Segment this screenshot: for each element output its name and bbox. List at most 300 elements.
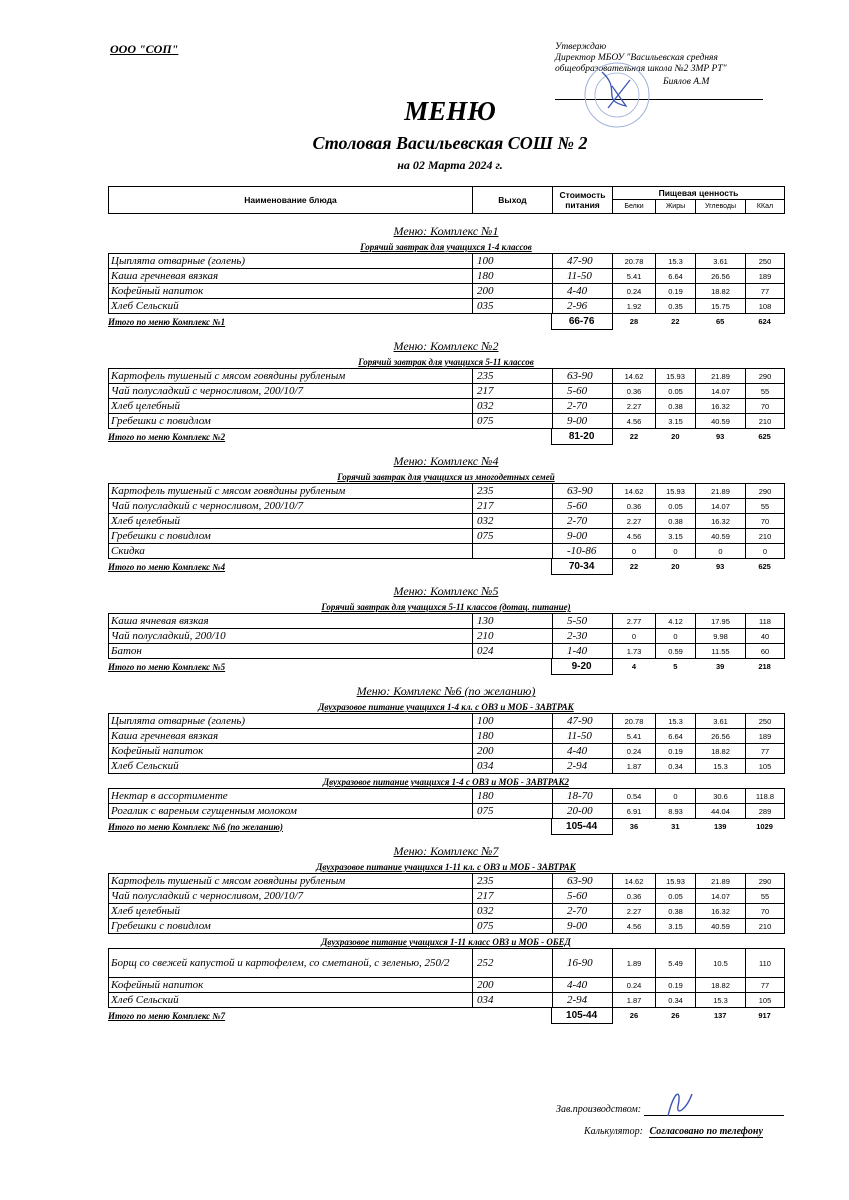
column-proteins-header: Белки — [613, 200, 656, 214]
dish-name: Хлеб целебный — [109, 399, 473, 414]
dish-proteins: 20.78 — [613, 254, 656, 269]
dish-carbs: 3.61 — [696, 714, 746, 729]
dish-carbs: 16.32 — [696, 514, 746, 529]
dish-kcal: 108 — [746, 299, 785, 314]
dish-proteins: 2.27 — [613, 399, 656, 414]
director-name: Биялов А.М — [663, 77, 710, 87]
dish-fats: 8.93 — [656, 804, 696, 819]
meal-subtitle: Горячий завтрак для учащихся 5-11 классов — [358, 357, 534, 367]
dish-table — [108, 613, 785, 659]
dish-kcal: 290 — [746, 484, 785, 499]
dish-kcal: 210 — [746, 529, 785, 544]
total-label: Итого по меню Комплекс №7 — [108, 1010, 226, 1021]
dish-price: 4-40 — [553, 744, 613, 759]
column-name-header: Наименование блюда — [109, 187, 473, 214]
total-price: 81-20 — [551, 428, 613, 445]
dish-kcal: 290 — [746, 369, 785, 384]
table-row — [109, 369, 785, 384]
dish-name: Кофейный напиток — [109, 978, 473, 993]
dish-name: Хлеб Сельский — [109, 299, 473, 314]
dish-price: 5-50 — [553, 614, 613, 629]
dish-carbs: 16.32 — [696, 399, 746, 414]
dish-carbs: 16.32 — [696, 904, 746, 919]
dish-proteins: 4.56 — [613, 414, 656, 429]
table-row — [109, 629, 785, 644]
dish-output: 024 — [473, 644, 553, 659]
section-total — [108, 429, 784, 444]
table-row — [109, 993, 785, 1008]
total-price: 105-44 — [551, 818, 613, 835]
dish-price: 2-94 — [553, 759, 613, 774]
dish-name: Гребешки с повидлом — [109, 414, 473, 429]
dish-carbs: 14.07 — [696, 499, 746, 514]
dish-kcal: 55 — [746, 889, 785, 904]
dish-name: Гребешки с повидлом — [109, 529, 473, 544]
dish-fats: 0.34 — [656, 759, 696, 774]
dish-fats: 0.35 — [656, 299, 696, 314]
dish-proteins: 14.62 — [613, 484, 656, 499]
table-header — [108, 186, 785, 214]
dish-price: 2-70 — [553, 514, 613, 529]
dish-price: 63-90 — [553, 874, 613, 889]
total-proteins: 26 — [629, 1011, 639, 1020]
dish-output: 200 — [473, 978, 553, 993]
calculator-label: Калькулятор: — [584, 1126, 643, 1137]
total-carbs: 65 — [716, 317, 725, 326]
meal-subtitle: Двухразовое питание учащихся 1-4 с ОВЗ и МОБ - ЗАВТРАК2 — [322, 777, 570, 787]
dish-table — [108, 368, 785, 429]
dish-price: 5-60 — [553, 889, 613, 904]
dish-name: Чай полусладкий с черносливом, 200/10/7 — [109, 384, 473, 399]
dish-carbs: 40.59 — [696, 529, 746, 544]
approval-line: Утверждаю — [555, 42, 607, 52]
dish-proteins: 4.56 — [613, 529, 656, 544]
dish-table — [108, 253, 785, 314]
dish-proteins: 1.73 — [613, 644, 656, 659]
dish-fats: 6.64 — [656, 269, 696, 284]
dish-price: 5-60 — [553, 384, 613, 399]
table-row — [109, 804, 785, 819]
canteen-title: Столовая Васильевская СОШ № 2 — [312, 133, 588, 153]
dish-kcal: 105 — [746, 993, 785, 1008]
dish-kcal: 210 — [746, 919, 785, 934]
dish-name: Кофейный напиток — [109, 284, 473, 299]
dish-carbs: 14.07 — [696, 384, 746, 399]
dish-kcal: 105 — [746, 759, 785, 774]
dish-kcal: 40 — [746, 629, 785, 644]
dish-fats: 0.19 — [656, 284, 696, 299]
table-row — [109, 978, 785, 993]
dish-name: Каша гречневая вязкая — [109, 269, 473, 284]
dish-kcal: 118.8 — [746, 789, 785, 804]
dish-name: Гребешки с повидлом — [109, 919, 473, 934]
dish-fats: 15.3 — [656, 714, 696, 729]
dish-price: 2-96 — [553, 299, 613, 314]
dish-carbs: 30.6 — [696, 789, 746, 804]
dish-kcal: 77 — [746, 978, 785, 993]
table-row — [109, 484, 785, 499]
dish-output: 200 — [473, 284, 553, 299]
dish-price: 16-90 — [553, 949, 613, 978]
dish-proteins: 1.92 — [613, 299, 656, 314]
dish-price: 47-90 — [553, 254, 613, 269]
table-row — [109, 544, 785, 559]
dish-proteins: 14.62 — [613, 874, 656, 889]
dish-proteins: 0.36 — [613, 384, 656, 399]
meal-subtitle: Горячий завтрак для учащихся 1-4 классов — [360, 242, 532, 252]
dish-proteins: 14.62 — [613, 369, 656, 384]
table-row — [109, 919, 785, 934]
menu-title: МЕНЮ — [404, 96, 496, 126]
section-total — [108, 314, 784, 329]
dish-carbs: 15.75 — [696, 299, 746, 314]
dish-carbs: 14.07 — [696, 889, 746, 904]
dish-proteins: 0.36 — [613, 889, 656, 904]
table-row — [109, 614, 785, 629]
total-carbs: 137 — [713, 1011, 727, 1020]
dish-price: 2-94 — [553, 993, 613, 1008]
dish-proteins: 0.24 — [613, 284, 656, 299]
table-row — [109, 514, 785, 529]
dish-kcal: 250 — [746, 254, 785, 269]
table-row — [109, 414, 785, 429]
table-row — [109, 789, 785, 804]
menu-sections — [108, 224, 784, 1023]
dish-carbs: 11.55 — [696, 644, 746, 659]
dish-proteins: 20.78 — [613, 714, 656, 729]
dish-proteins: 5.41 — [613, 729, 656, 744]
dish-proteins: 1.89 — [613, 949, 656, 978]
dish-output: 100 — [473, 254, 553, 269]
dish-fats: 0.34 — [656, 993, 696, 1008]
table-row — [109, 529, 785, 544]
dish-kcal: 290 — [746, 874, 785, 889]
dish-carbs: 18.82 — [696, 978, 746, 993]
dish-output: 217 — [473, 889, 553, 904]
signature-icon — [662, 1086, 696, 1122]
dish-carbs: 40.59 — [696, 919, 746, 934]
dish-proteins: 6.91 — [613, 804, 656, 819]
dish-output: 032 — [473, 904, 553, 919]
dish-fats: 0.59 — [656, 644, 696, 659]
dish-fats: 6.64 — [656, 729, 696, 744]
dish-price: 9-00 — [553, 919, 613, 934]
dish-price: 4-40 — [553, 284, 613, 299]
total-price: 9-20 — [551, 658, 613, 675]
dish-proteins: 5.41 — [613, 269, 656, 284]
total-kcal: 624 — [758, 317, 771, 326]
dish-carbs: 15.3 — [696, 759, 746, 774]
dish-kcal: 60 — [746, 644, 785, 659]
total-proteins: 28 — [629, 317, 639, 326]
dish-proteins: 2.27 — [613, 904, 656, 919]
dish-name: Картофель тушеный с мясом говядины рубленым — [109, 874, 473, 889]
dish-table — [108, 483, 785, 559]
dish-kcal: 77 — [746, 284, 785, 299]
meal-subtitle: Горячий завтрак для учащихся из многодетных семей — [337, 472, 555, 482]
dish-output: 217 — [473, 499, 553, 514]
dish-price: 9-00 — [553, 414, 613, 429]
column-output-header: Выход — [473, 187, 553, 214]
total-proteins: 36 — [629, 822, 639, 831]
dish-name: Борщ со свежей капустой и картофелем, со сметаной, с зеленью, 250/2 — [109, 949, 473, 978]
total-fats: 26 — [671, 1011, 680, 1020]
meal-subtitle: Горячий завтрак для учащихся 5-11 классов (дотац. питание) — [321, 602, 571, 612]
column-carbs-header: Углеводы — [696, 200, 746, 214]
menu-sheet — [108, 186, 784, 1023]
table-row — [109, 904, 785, 919]
dish-fats: 0.38 — [656, 514, 696, 529]
dish-carbs: 9.98 — [696, 629, 746, 644]
section-title: Меню: Комплекс №6 (по желанию) — [356, 684, 536, 698]
calculator-signature — [584, 1126, 763, 1138]
dish-name: Чай полусладкий, 200/10 — [109, 629, 473, 644]
dish-fats: 0 — [656, 789, 696, 804]
dish-carbs: 10.5 — [696, 949, 746, 978]
dish-fats: 0.05 — [656, 889, 696, 904]
total-carbs: 93 — [716, 562, 725, 571]
dish-carbs: 18.82 — [696, 284, 746, 299]
section-total — [108, 819, 784, 834]
dish-kcal: 189 — [746, 269, 785, 284]
dish-carbs: 21.89 — [696, 484, 746, 499]
table-row — [109, 399, 785, 414]
dish-output: 035 — [473, 299, 553, 314]
table-row — [109, 744, 785, 759]
dish-name: Цыплята отварные (голень) — [109, 254, 473, 269]
dish-price: 9-00 — [553, 529, 613, 544]
table-row — [109, 889, 785, 904]
dish-carbs: 21.89 — [696, 369, 746, 384]
organization-name: ООО "СОП" — [110, 42, 179, 56]
total-fats: 20 — [671, 432, 680, 441]
dish-output: 180 — [473, 269, 553, 284]
dish-price: 5-60 — [553, 499, 613, 514]
dish-kcal: 70 — [746, 904, 785, 919]
section-title: Меню: Комплекс №2 — [393, 339, 499, 353]
dish-proteins: 2.27 — [613, 514, 656, 529]
dish-kcal: 118 — [746, 614, 785, 629]
dish-output: 075 — [473, 804, 553, 819]
dish-table — [108, 948, 785, 1008]
dish-output — [473, 544, 553, 559]
dish-output: 075 — [473, 414, 553, 429]
dish-output: 034 — [473, 993, 553, 1008]
dish-proteins: 0.24 — [613, 744, 656, 759]
dish-carbs: 15.3 — [696, 993, 746, 1008]
total-proteins: 22 — [629, 432, 639, 441]
dish-kcal: 250 — [746, 714, 785, 729]
dish-name: Скидка — [109, 544, 473, 559]
dish-output: 100 — [473, 714, 553, 729]
dish-fats: 0.19 — [656, 978, 696, 993]
dish-name: Батон — [109, 644, 473, 659]
dish-fats: 3.15 — [656, 529, 696, 544]
dish-proteins: 0.24 — [613, 978, 656, 993]
dish-price: 20-00 — [553, 804, 613, 819]
section-total — [108, 1008, 784, 1023]
dish-fats: 5.49 — [656, 949, 696, 978]
dish-fats: 0.05 — [656, 384, 696, 399]
dish-fats: 0 — [656, 544, 696, 559]
approval-line: общеобразовательная школа №2 ЗМР РТ" — [555, 64, 727, 74]
dish-name: Хлеб Сельский — [109, 993, 473, 1008]
dish-price: 2-30 — [553, 629, 613, 644]
dish-fats: 0.38 — [656, 399, 696, 414]
section-title: Меню: Комплекс №5 — [393, 584, 499, 598]
dish-fats: 0.05 — [656, 499, 696, 514]
total-fats: 22 — [671, 317, 680, 326]
dish-price: 1-40 — [553, 644, 613, 659]
table-row — [109, 499, 785, 514]
dish-name: Чай полусладкий с черносливом, 200/10/7 — [109, 889, 473, 904]
section-title: Меню: Комплекс №4 — [393, 454, 499, 468]
section-title: Меню: Комплекс №1 — [393, 224, 499, 238]
dish-name: Чай полусладкий с черносливом, 200/10/7 — [109, 499, 473, 514]
total-label: Итого по меню Комплекс №4 — [108, 561, 226, 572]
dish-output: 180 — [473, 729, 553, 744]
dish-kcal: 110 — [746, 949, 785, 978]
table-row — [109, 759, 785, 774]
table-row — [109, 949, 785, 978]
dish-output: 235 — [473, 484, 553, 499]
table-row — [109, 729, 785, 744]
column-price-header: Стоимость питания — [553, 187, 613, 214]
total-label: Итого по меню Комплекс №2 — [108, 431, 226, 442]
total-proteins: 4 — [631, 662, 637, 671]
dish-fats: 4.12 — [656, 614, 696, 629]
table-row — [109, 299, 785, 314]
dish-name: Нектар в ассортименте — [109, 789, 473, 804]
section-total — [108, 559, 784, 574]
meal-subtitle: Двухразовое питание учащихся 1-4 кл. с ОВЗ и МОБ - ЗАВТРАК — [318, 702, 574, 712]
dish-price: -10-86 — [553, 544, 613, 559]
dish-kcal: 289 — [746, 804, 785, 819]
dish-kcal: 55 — [746, 499, 785, 514]
total-fats: 20 — [671, 562, 680, 571]
total-label: Итого по меню Комплекс №6 (по желанию) — [108, 821, 283, 832]
calculator-value: Согласовано по телефону — [649, 1126, 763, 1137]
dish-price: 63-90 — [553, 484, 613, 499]
table-row — [109, 254, 785, 269]
dish-price: 4-40 — [553, 978, 613, 993]
total-kcal: 917 — [758, 1011, 771, 1020]
dish-output: 032 — [473, 514, 553, 529]
dish-carbs: 18.82 — [696, 744, 746, 759]
dish-proteins: 4.56 — [613, 919, 656, 934]
dish-output: 130 — [473, 614, 553, 629]
dish-table — [108, 873, 785, 934]
dish-proteins: 1.87 — [613, 759, 656, 774]
meal-subtitle: Двухразовое питание учащихся 1-11 кл. с ОВЗ и МОБ - ЗАВТРАК — [316, 862, 576, 872]
table-row — [109, 644, 785, 659]
dish-proteins: 0.54 — [613, 789, 656, 804]
dish-carbs: 3.61 — [696, 254, 746, 269]
total-price: 66-76 — [551, 313, 613, 330]
dish-output: 075 — [473, 919, 553, 934]
dish-kcal: 55 — [746, 384, 785, 399]
dish-name: Хлеб целебный — [109, 904, 473, 919]
production-manager-label: Зав.производством: — [556, 1104, 642, 1115]
section-title: Меню: Комплекс №7 — [393, 844, 499, 858]
total-kcal: 625 — [758, 562, 771, 571]
dish-carbs: 26.56 — [696, 729, 746, 744]
dish-name: Хлеб Сельский — [109, 759, 473, 774]
dish-fats: 0 — [656, 629, 696, 644]
dish-carbs: 21.89 — [696, 874, 746, 889]
dish-carbs: 40.59 — [696, 414, 746, 429]
total-carbs: 139 — [713, 822, 727, 831]
dish-proteins: 0 — [613, 629, 656, 644]
dish-output: 075 — [473, 529, 553, 544]
dish-fats: 15.93 — [656, 874, 696, 889]
dish-proteins: 0.36 — [613, 499, 656, 514]
table-row — [109, 874, 785, 889]
dish-fats: 15.93 — [656, 369, 696, 384]
dish-output: 032 — [473, 399, 553, 414]
dish-price: 11-50 — [553, 269, 613, 284]
dish-price: 11-50 — [553, 729, 613, 744]
dish-name: Каша ячневая вязкая — [109, 614, 473, 629]
column-nutrition-header: Пищевая ценность — [613, 187, 785, 200]
dish-kcal: 189 — [746, 729, 785, 744]
dish-carbs: 17.95 — [696, 614, 746, 629]
dish-name: Каша гречневая вязкая — [109, 729, 473, 744]
table-row — [109, 714, 785, 729]
dish-fats: 15.93 — [656, 484, 696, 499]
dish-output: 252 — [473, 949, 553, 978]
total-fats: 5 — [673, 662, 678, 671]
dish-proteins: 1.87 — [613, 993, 656, 1008]
dish-output: 235 — [473, 874, 553, 889]
approval-line: Директор МБОУ "Васильевская средняя — [555, 53, 718, 63]
table-row — [109, 284, 785, 299]
total-carbs: 39 — [716, 662, 725, 671]
dish-kcal: 77 — [746, 744, 785, 759]
dish-name: Хлеб целебный — [109, 514, 473, 529]
dish-fats: 0.38 — [656, 904, 696, 919]
total-kcal: 1029 — [756, 822, 773, 831]
dish-output: 200 — [473, 744, 553, 759]
dish-name: Кофейный напиток — [109, 744, 473, 759]
dish-output: 217 — [473, 384, 553, 399]
dish-carbs: 26.56 — [696, 269, 746, 284]
dish-proteins: 2.77 — [613, 614, 656, 629]
dish-name: Рогалик с вареным сгущенным молоком — [109, 804, 473, 819]
dish-fats: 0.19 — [656, 744, 696, 759]
dish-name: Картофель тушеный с мясом говядины рубленым — [109, 369, 473, 384]
total-label: Итого по меню Комплекс №1 — [108, 316, 226, 327]
dish-price: 18-70 — [553, 789, 613, 804]
total-kcal: 218 — [758, 662, 771, 671]
section-total — [108, 659, 784, 674]
dish-proteins: 0 — [613, 544, 656, 559]
total-price: 70-34 — [551, 558, 613, 575]
dish-kcal: 70 — [746, 399, 785, 414]
meal-subtitle: Двухразовое питание учащихся 1-11 класс ОВЗ и МОБ - ОБЕД — [321, 937, 571, 947]
dish-price: 63-90 — [553, 369, 613, 384]
menu-date: на 02 Марта 2024 г. — [397, 158, 503, 172]
total-label: Итого по меню Комплекс №5 — [108, 661, 226, 672]
dish-fats: 3.15 — [656, 919, 696, 934]
dish-output: 180 — [473, 789, 553, 804]
total-fats: 31 — [671, 822, 680, 831]
dish-output: 210 — [473, 629, 553, 644]
column-kcal-header: ККал — [746, 200, 785, 214]
dish-price: 47-90 — [553, 714, 613, 729]
total-kcal: 625 — [758, 432, 771, 441]
dish-kcal: 210 — [746, 414, 785, 429]
